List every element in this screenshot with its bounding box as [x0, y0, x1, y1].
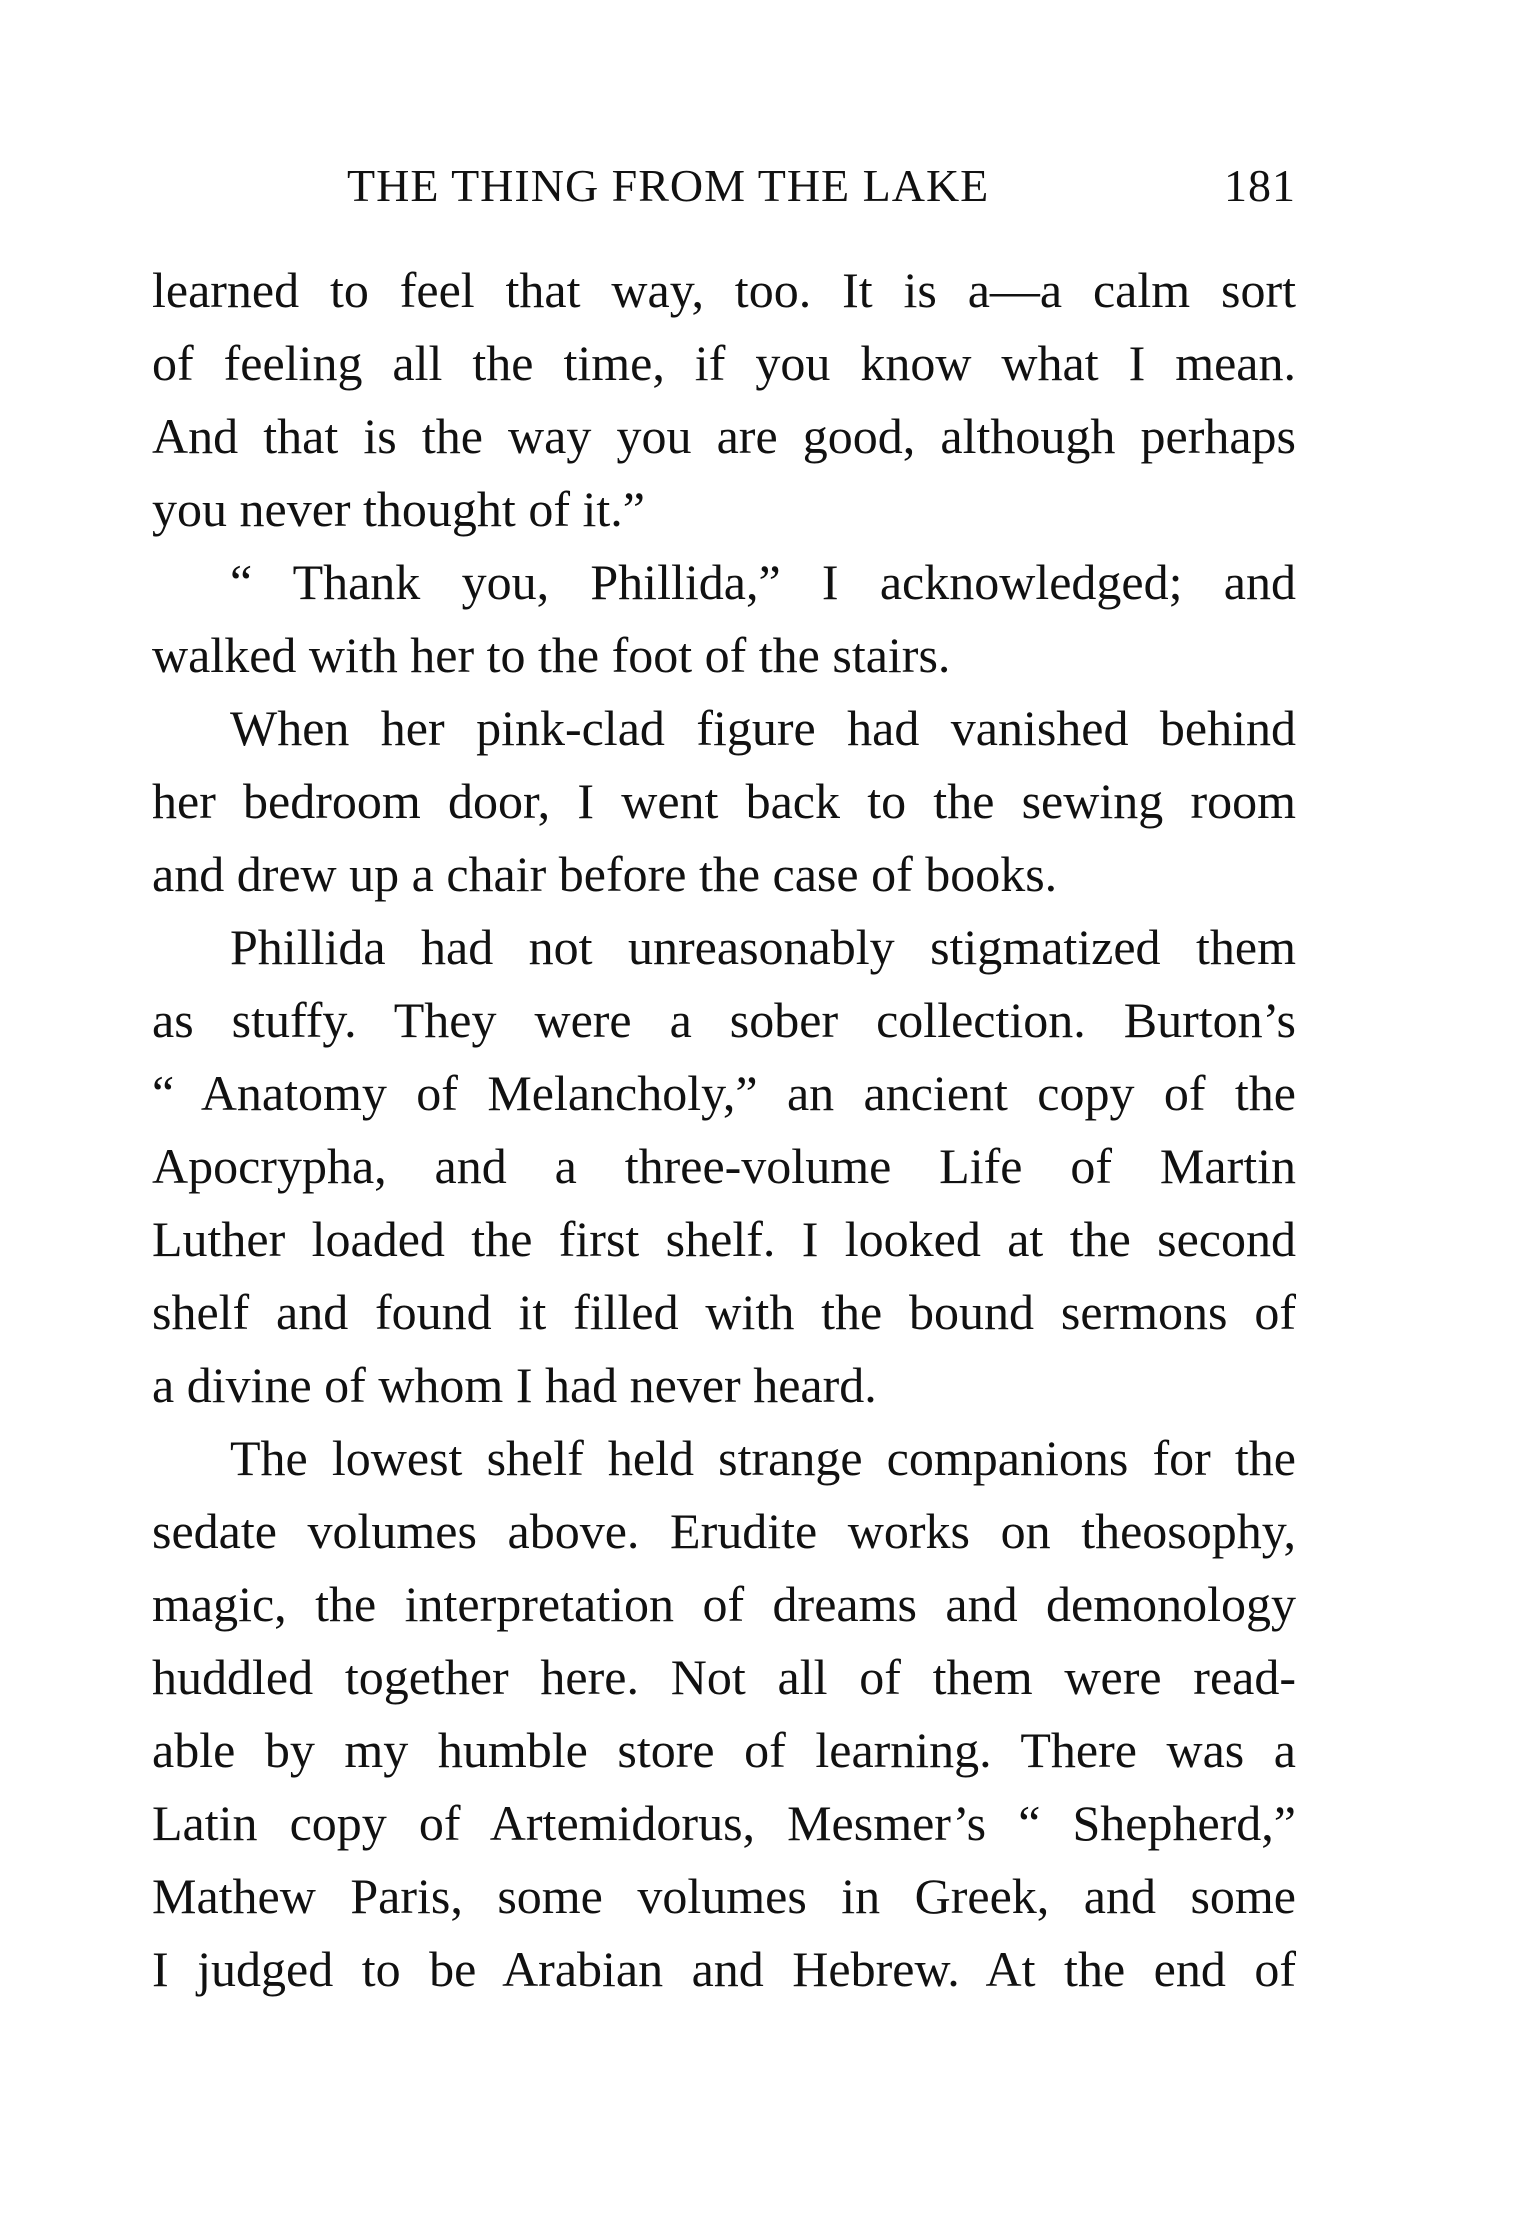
text-line: and drew up a chair before the case of books.: [152, 846, 1058, 902]
text-line: shelf and found it filled with the bound sermons of: [152, 1284, 1296, 1340]
text-line: you never thought of it.”: [152, 481, 645, 537]
text-line: Latin copy of Artemidorus, Mesmer’s “ Shepherd,”: [152, 1795, 1296, 1851]
text-line: walked with her to the foot of the stairs.: [152, 627, 951, 683]
body-text: [152, 254, 1296, 2006]
text-line: Apocrypha, and a three-volume Life of Martin: [152, 1138, 1296, 1194]
text-line: The lowest shelf held strange companions for the: [230, 1430, 1296, 1486]
text-line: “ Thank you, Phillida,” I acknowledged; and: [230, 554, 1296, 610]
text-line: When her pink-clad figure had vanished behind: [230, 700, 1296, 756]
running-title: THE THING FROM THE LAKE: [347, 160, 990, 211]
text-line: I judged to be Arabian and Hebrew. At the end of: [152, 1941, 1296, 1997]
text-line: And that is the way you are good, although perhaps: [152, 408, 1296, 464]
text-line: Mathew Paris, some volumes in Greek, and some: [152, 1868, 1296, 1924]
text-line: Luther loaded the first shelf. I looked at the second: [152, 1211, 1296, 1267]
text-line: a divine of whom I had never heard.: [152, 1357, 877, 1413]
text-line: sedate volumes above. Erudite works on theosophy,: [152, 1503, 1296, 1559]
text-line: learned to feel that way, too. It is a—a calm sort: [152, 262, 1296, 318]
page-number: 181: [1224, 160, 1296, 211]
text-line: magic, the interpretation of dreams and demonology: [152, 1576, 1296, 1632]
text-line: able by my humble store of learning. There was a: [152, 1722, 1296, 1778]
text-line: her bedroom door, I went back to the sewing room: [152, 773, 1296, 829]
text-line: “ Anatomy of Melancholy,” an ancient copy of the: [152, 1065, 1296, 1121]
text-line: Phillida had not unreasonably stigmatized them: [230, 919, 1296, 975]
text-line: of feeling all the time, if you know what I mean.: [152, 335, 1296, 391]
text-line: as stuffy. They were a sober collection. Burton’s: [152, 992, 1296, 1048]
text-line: huddled together here. Not all of them were read-: [152, 1649, 1296, 1705]
running-head: [152, 156, 1296, 216]
